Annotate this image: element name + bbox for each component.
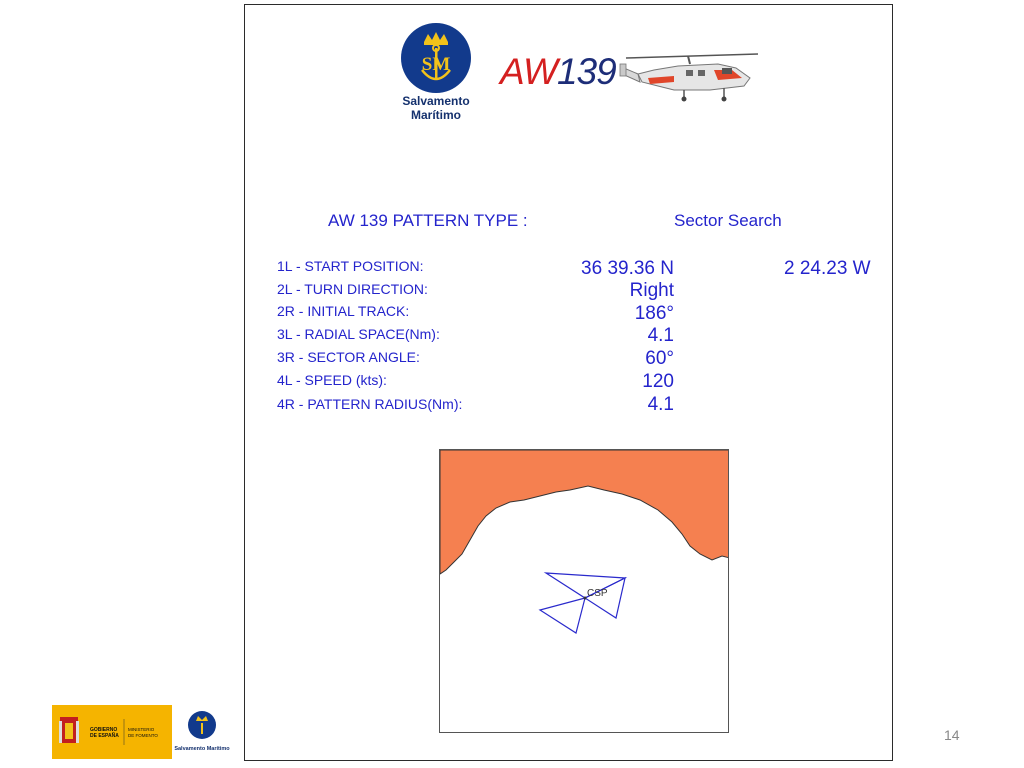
param-value-speed: 120 [642,371,674,392]
search-pattern-svg [440,450,729,733]
param-value-pattern-radius: 4.1 [647,394,674,415]
param-label-turn-direction: 2L - TURN DIRECTION: [277,281,428,297]
start-position-longitude: 2 24.23 W [784,258,871,279]
coat-of-arms-icon [59,717,79,743]
param-value-sector-angle: 60° [645,348,674,369]
param-value-initial-track: 186° [634,303,674,324]
ministry-line2: DE FOMENTO [128,733,158,738]
param-label-start-position: 1L - START POSITION: [277,258,424,274]
aw139-logo [500,52,616,92]
search-pattern-map [439,449,729,733]
agency-name [380,94,492,122]
param-value-radial-space: 4.1 [647,325,674,346]
csp-label: CSP [587,588,608,599]
param-label-initial-track: 2R - INITIAL TRACK: [277,303,410,319]
sector-triangle-lower [540,598,585,633]
coastline-land-area [440,450,729,574]
sector-search-pattern [540,573,625,633]
salvamento-maritimo-logo [380,22,492,132]
agency-name-line2: Marítimo [410,108,461,122]
footer-agency-name: Salvamento Marítimo [174,746,230,752]
footer-logos [52,705,230,759]
param-label-radial-space: 3L - RADIAL SPACE(Nm): [277,326,440,342]
param-value-turn-direction: Right [629,280,674,301]
gov-line2: DE ESPAÑA [90,733,119,739]
param-label-speed: 4L - SPEED (kts): [277,372,387,388]
sm-monogram: SM [421,54,451,75]
sector-triangle-upper [546,573,625,598]
param-value-start-position: 36 39.36 N [581,258,674,279]
agency-name-line1: Salvamento [402,94,470,108]
gov-line1: GOBIERNO [90,727,118,733]
crown-anchor-icon [400,22,472,94]
pattern-type-value: Sector Search [674,211,782,230]
aw139-logo-prefix: AW [500,51,557,92]
param-label-pattern-radius: 4R - PATTERN RADIUS(Nm): [277,396,463,412]
ministry-line1: MINISTERIO [128,727,155,732]
param-label-sector-angle: 3R - SECTOR ANGLE: [277,349,420,365]
aw139-logo-number: 139 [556,51,616,92]
page-number: 14 [944,727,960,743]
helicopter-image [618,44,766,110]
pattern-type-label: AW 139 PATTERN TYPE : [328,211,528,230]
